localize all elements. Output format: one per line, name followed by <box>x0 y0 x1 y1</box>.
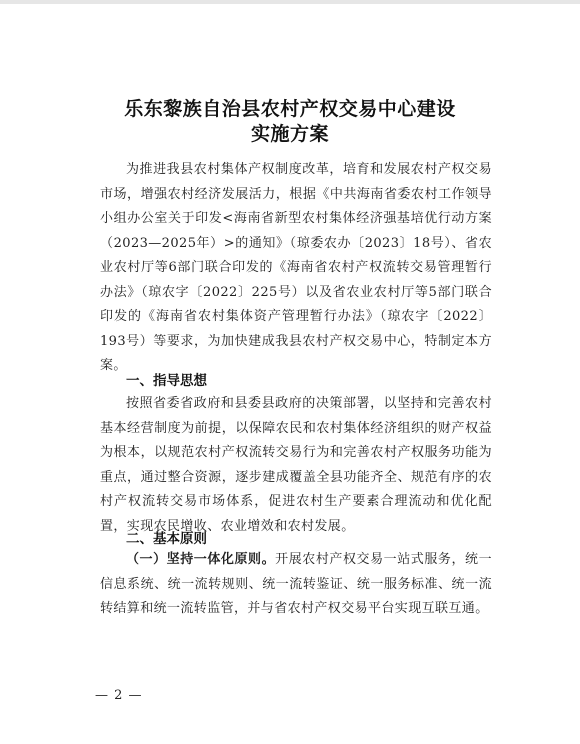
section-heading-guiding-thought: 一、指导思想 <box>126 373 207 389</box>
intro-paragraph <box>100 158 492 379</box>
guiding-thought-paragraph <box>100 392 492 539</box>
page-top-edge <box>0 0 580 4</box>
guiding-thought-text: 按照省委省政府和县委县政府的决策部署，以坚持和完善农村基本经营制度为前提，以保障农民和农村集体经济组织的财产权益为根本，以规范农村产权流转交易行为和完善农村产权服务功能为重点，通过整合资源，逐步建成覆盖全县功能齐全、规范有序的农村产权流转交易市场体系，促进农村生产要素合理流动和优化配置，实现农民增收、农业增效和农村发展。 <box>100 396 492 534</box>
principle-body: 开展农村产权交易一站式服务，统一信息系统、统一流转规则、统一流转鉴证、统一服务标准、统一流转结算和统一流转监管，并与省农村产权交易平台实现互联互通。 <box>100 552 492 616</box>
section-heading-basic-principles: 二、基本原则 <box>126 531 207 547</box>
intro-text: 为推进我县农村集体产权制度改革，培育和发展农村产权交易市场，增强农村经济发展活力，根据《中共海南省委农村工作领导小组办公室关于印发<海南省新型农村集体经济强基培优行动方案（2023—2025年）>的通知》（琼委农办〔2023〕18号）、省农业农村厅等6部门联合印发的《海南省农村产权流转交易管理暂行办法》（琼农字〔2022〕225号）以及省农业农村厅等5部门联合印发的《海南省农村集体资产管理暂行办法》（琼农字〔2022〕193号）等要求，为加快建成我县农村产权交易中心，特制定本方案。 <box>100 162 492 373</box>
principle-text <box>100 548 492 622</box>
document-subtitle: 实施方案 <box>250 123 329 145</box>
principle-paragraph <box>100 548 492 622</box>
document-title: 乐东黎族自治县农村产权交易中心建设 <box>124 98 456 120</box>
principle-label: （一）坚持一体化原则。 <box>126 552 276 567</box>
page-number: — 2 — <box>95 688 143 703</box>
